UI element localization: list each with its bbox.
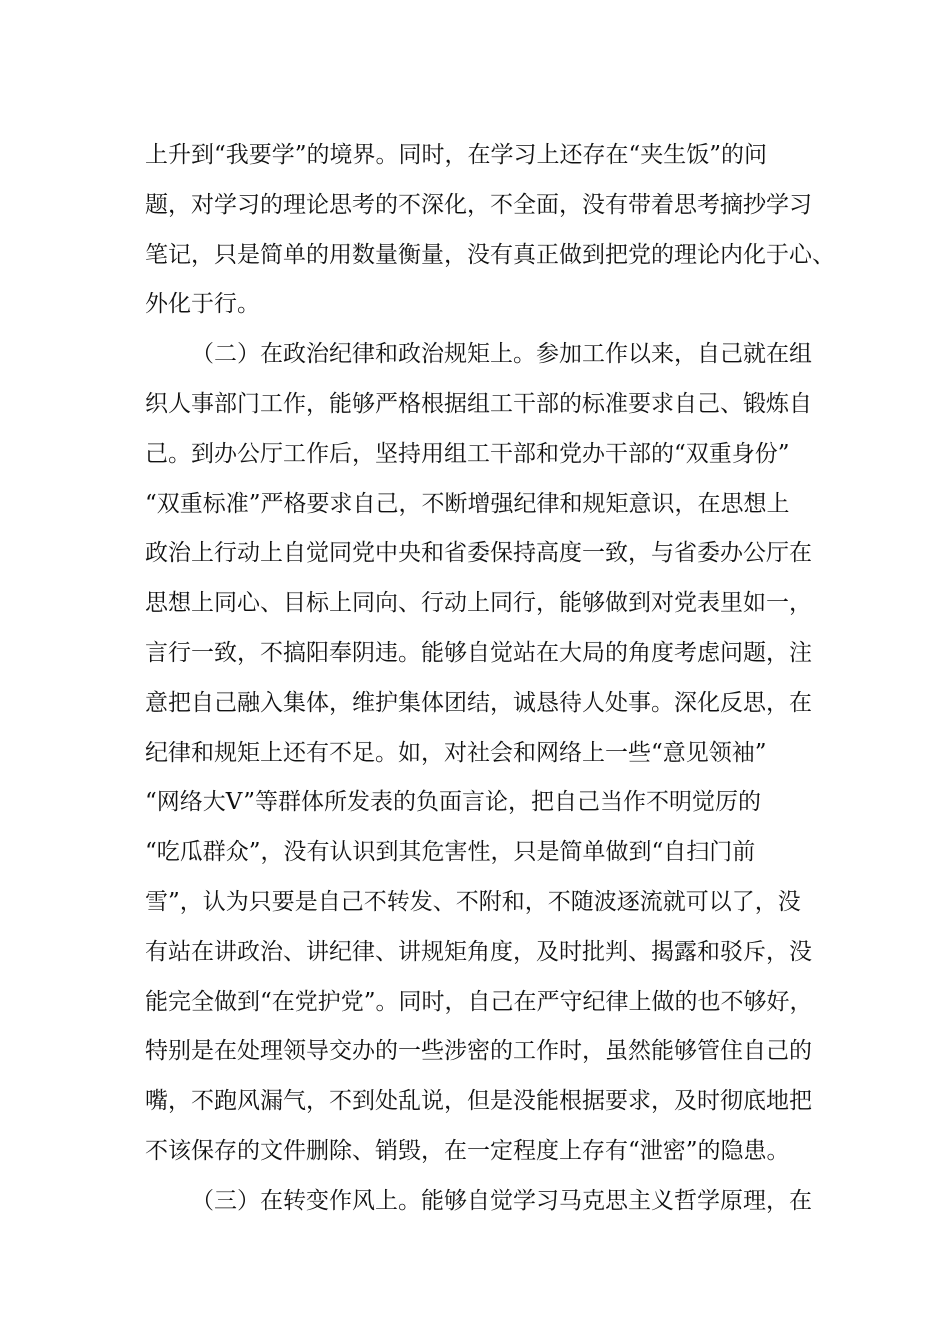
text-line: 思想上同心、目标上同向、行动上同行，能够做到对党表里如一， — [145, 590, 812, 617]
paragraph-first-line: （三）在转变作风上。能够自觉学习马克思主义哲学原理，在 — [191, 1187, 812, 1214]
text-line: 外化于行。 — [145, 291, 260, 318]
text-line: 政治上行动上自觉同党中央和省委保持高度一致，与省委办公厅在 — [145, 540, 812, 567]
text-line: 纪律和规矩上还有不足。如，对社会和网络上一些“意见领袖” — [145, 739, 767, 766]
text-line: 笔记，只是简单的用数量衡量，没有真正做到把党的理论内化于心、 — [145, 241, 835, 268]
document-body — [145, 131, 835, 1227]
text-line: “双重标准”严格要求自己，不断增强纪律和规矩意识，在思想上 — [145, 490, 790, 517]
text-line: 上升到“我要学”的境界。同时，在学习上还存在“夹生饭”的问 — [145, 142, 768, 168]
text-line: 嘴，不跑风漏气，不到处乱说，但是没能根据要求，及时彻底地把 — [145, 1088, 812, 1115]
text-line: 题，对学习的理论思考的不深化，不全面，没有带着思考摘抄学习 — [145, 191, 812, 218]
text-line: 织人事部门工作，能够严格根据组工干部的标准要求自己、锻炼自 — [145, 390, 812, 417]
text-line: 言行一致，不搞阳奉阴违。能够自觉站在大局的角度考虑问题，注 — [145, 639, 812, 666]
text-line: 雪”，认为只要是自己不转发、不附和，不随波逐流就可以了，没 — [145, 888, 801, 915]
text-line: 特别是在处理领导交办的一些涉密的工作时，虽然能够管住自己的 — [145, 1038, 812, 1065]
paragraph-first-line: （二）在政治纪律和政治规矩上。参加工作以来，自己就在组 — [191, 341, 812, 368]
text-line: 意把自己融入集体，维护集体团结，诚恳待人处事。深化反思，在 — [145, 689, 812, 716]
text-line: “网络大V”等群体所发表的负面言论，把自己当作不明觉厉的 — [145, 789, 761, 816]
text-line: 不该保存的文件删除、销毁，在一定程度上存有“泄密”的隐患。 — [145, 1137, 790, 1164]
text-line: 己。到办公厅工作后，坚持用组工干部和党办干部的“双重身份” — [145, 440, 790, 467]
text-line: “吃瓜群众”，没有认识到其危害性，只是简单做到“自扫门前 — [145, 839, 756, 866]
text-line: 有站在讲政治、讲纪律、讲规矩角度，及时批判、揭露和驳斥，没 — [145, 938, 812, 965]
text-line: 能完全做到“在党护党”。同时，自己在严守纪律上做的也不够好， — [145, 988, 813, 1015]
